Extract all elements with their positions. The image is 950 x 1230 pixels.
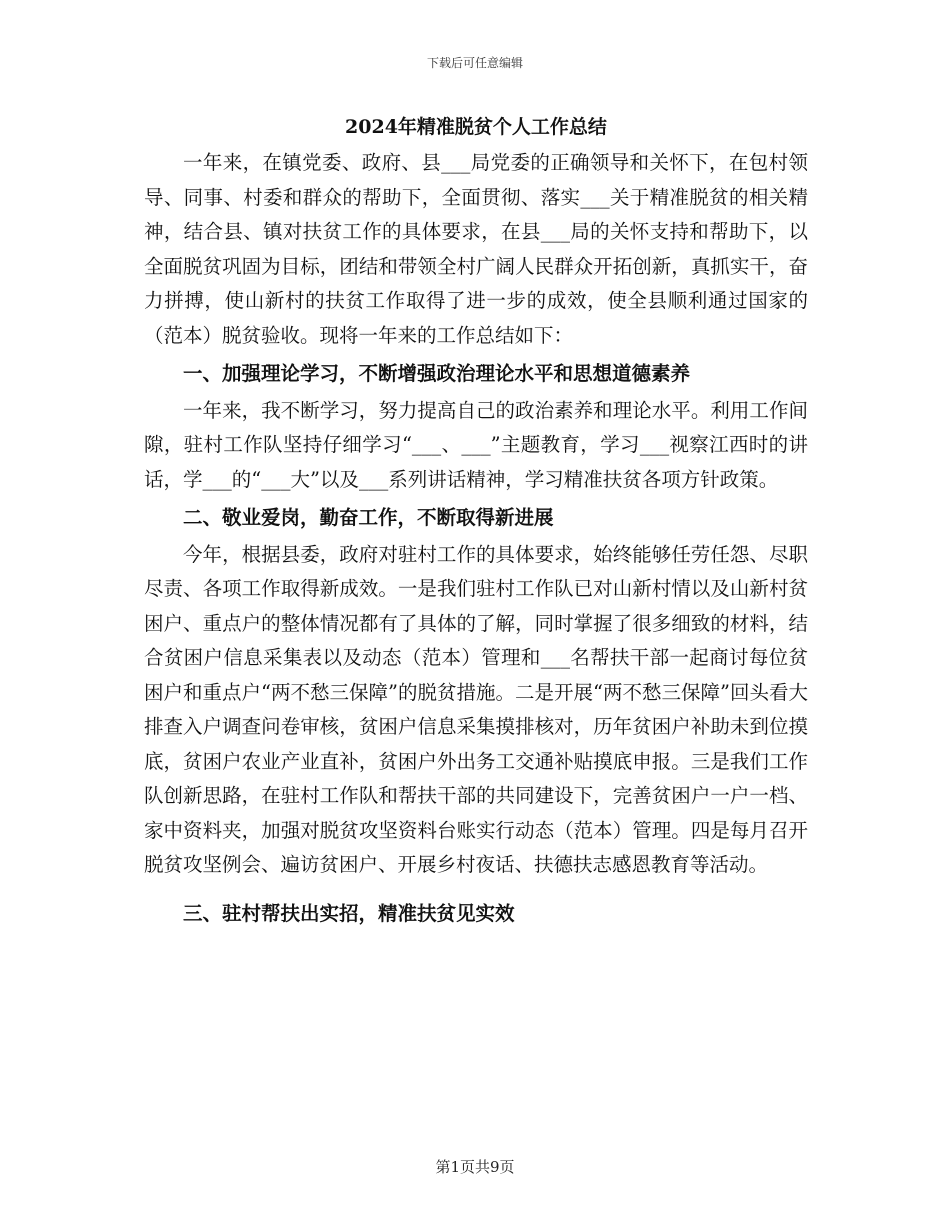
page-footer: 第1页共9页: [435, 1158, 515, 1176]
section-heading-2: 二、敬业爱岗，勤奋工作，不断取得新进展: [183, 506, 554, 529]
section-body-1: 一年来，我不断学习，努力提高自己的政治素养和理论水平。利用工作间隙，驻村工作队坚持仔细学习“___、___”主题教育，学习___视察江西时的讲话，学___的“___大”以及___系列讲话精神，学习精准扶贫各项方针政策。: [144, 398, 808, 491]
page-header: 下载后可任意编辑: [426, 56, 523, 70]
section-body-2: 今年，根据县委，政府对驻村工作的具体要求，始终能够任劳任怨、尽职尽责、各项工作取得新成效。一是我们驻村工作队已对山新村情以及山新村贫困户、重点户的整体情况都有了具体的了解，同时掌握了很多细致的材料，结合贫困户信息采集表以及动态（范本）管理和___名帮扶干部一起商讨每位贫困户和重点户“两不愁三保障”的脱贫措施。二是开展“两不愁三保障”回头看大排查入户调查问卷审核，贫困户信息采集摸排核对，历年贫困户补助未到位摸底，贫困户农业产业直补，贫困户外出务工交通补贴摸底申报。三是我们工作队创新思路，在驻村工作队和帮扶干部的共同建设下，完善贫困户一户一档、家中资料夹，加强对脱贫攻坚资料台账实行动态（范本）管理。四是每月召开脱贫攻坚例会、遍访贫困户、开展乡村夜话、扶德扶志感恩教育等活动。: [144, 542, 808, 876]
intro-paragraph: 一年来，在镇党委、政府、县___局党委的正确领导和关怀下，在包村领导、同事、村委和群众的帮助下，全面贯彻、落实___关于精准脱贫的相关精神，结合县、镇对扶贫工作的具体要求，在县___局的关怀支持和帮助下，以全面脱贫巩固为目标，团结和带领全村广阔人民群众开拓创新，真抓实干，奋力拼搏，使山新村的扶贫工作取得了进一步的成效，使全县顺利通过国家的（范本）脱贫验收。现将一年来的工作总结如下：: [144, 151, 808, 347]
document-title: 2024年精准脱贫个人工作总结: [345, 116, 607, 138]
section-heading-3: 三、驻村帮扶出实招，精准扶贫见实效: [183, 901, 515, 925]
section-heading-1: 一、加强理论学习，不断增强政治理论水平和思想道德素养: [183, 362, 691, 385]
document-body: [144, 110, 808, 933]
